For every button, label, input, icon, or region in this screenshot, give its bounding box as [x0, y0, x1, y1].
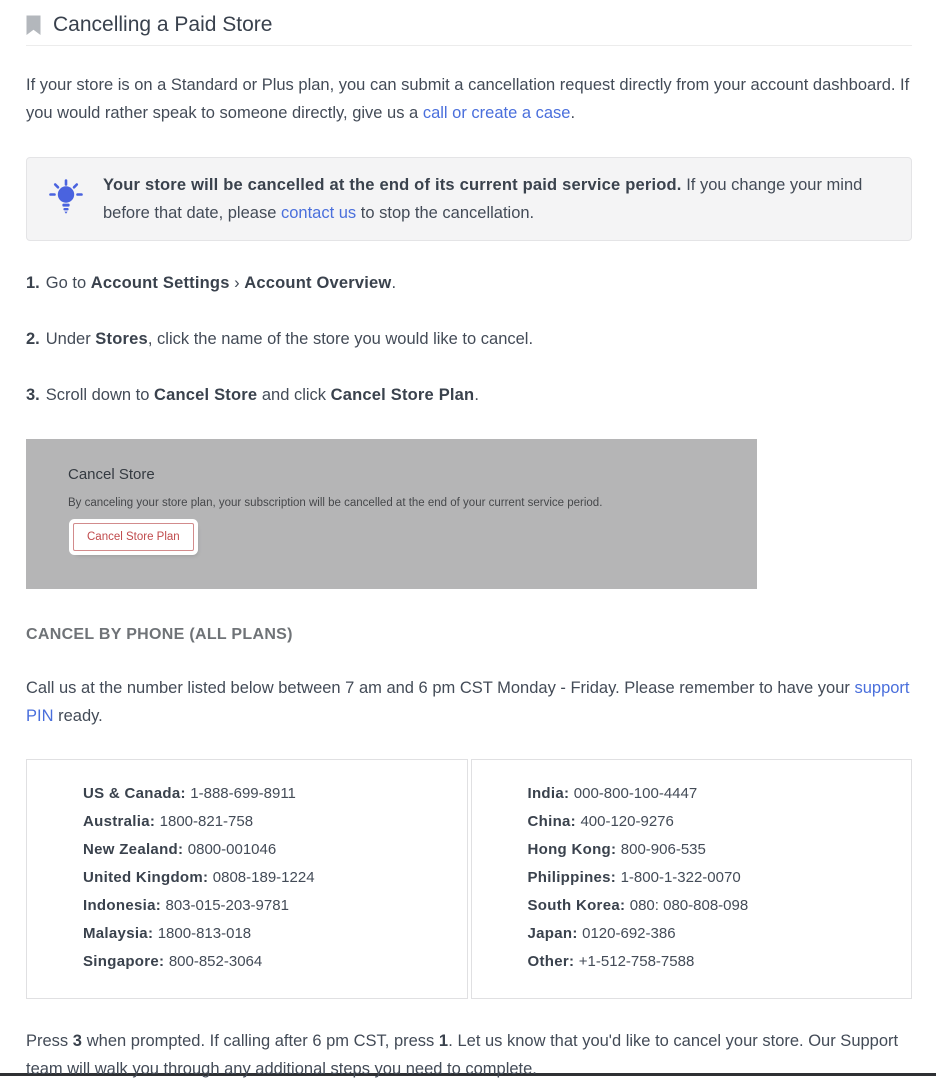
- lightbulb-icon: [49, 179, 83, 220]
- phone-number: 800-852-3064: [168, 953, 263, 970]
- text: .: [391, 274, 397, 292]
- title-divider: [26, 45, 912, 46]
- phone-country-label: United Kingdom:: [83, 869, 213, 886]
- bold-text: Account Overview: [244, 274, 392, 292]
- cancel-store-screenshot: [26, 439, 757, 589]
- text: Call us at the number listed below between 7 am and 6 pm CST Monday - Friday. Please remember to have your: [26, 679, 855, 697]
- phone-entry: [83, 864, 457, 892]
- bold-text: Stores: [95, 330, 148, 348]
- phone-entry: [83, 836, 457, 864]
- phone-entry: [528, 948, 902, 976]
- phone-country-label: India:: [527, 785, 574, 802]
- cancel-store-plan-button[interactable]: Cancel Store Plan: [73, 523, 194, 551]
- phone-number: 000-800-100-4447: [573, 785, 698, 802]
- step-2: [26, 325, 912, 353]
- text: ready.: [53, 707, 103, 725]
- phone-entry: [528, 920, 902, 948]
- phone-country-label: Other:: [527, 953, 579, 970]
- text: Press: [26, 1032, 73, 1050]
- screenshot-description: By canceling your store plan, your subscription will be cancelled at the end of your current service period.: [68, 497, 603, 509]
- phone-country-label: Hong Kong:: [527, 841, 621, 858]
- phone-number: +1-512-758-7588: [578, 953, 695, 970]
- cancel-by-phone-heading: CANCEL BY PHONE (ALL PLANS): [26, 626, 293, 643]
- phone-intro-paragraph: [26, 674, 912, 730]
- text: , click the name of the store you would like to cancel.: [147, 330, 534, 348]
- text: Scroll down to: [45, 386, 154, 404]
- phone-entry: [83, 780, 457, 808]
- phone-number: 400-120-9276: [580, 813, 674, 830]
- phone-number: 1800-813-018: [157, 925, 252, 942]
- phone-table-left-column: [26, 759, 468, 999]
- bold-text: 1: [438, 1032, 449, 1050]
- phone-country-label: Philippines:: [527, 869, 621, 886]
- phone-country-label: Malaysia:: [83, 925, 158, 942]
- text-link[interactable]: support PIN: [26, 679, 910, 725]
- article-header: [26, 8, 912, 42]
- phone-number: 803-015-203-9781: [165, 897, 289, 914]
- text: Go to: [45, 274, 91, 292]
- step-3: [26, 381, 912, 409]
- phone-country-label: China:: [527, 813, 581, 830]
- text: If your store is on a Standard or Plus plan, you can submit a cancellation request directly from your account dashboard. If you would rather speak to someone directly, give us a: [26, 76, 910, 122]
- phone-numbers-table: [26, 759, 912, 999]
- text: ›: [229, 274, 245, 292]
- phone-entry: [528, 808, 902, 836]
- phone-entry: [83, 892, 457, 920]
- phone-entry: [528, 864, 902, 892]
- bold-text: Cancel Store: [153, 386, 258, 404]
- phone-number: 080: 080-808-098: [629, 897, 749, 914]
- text: and click: [257, 386, 331, 404]
- step-text: [46, 330, 533, 348]
- step-text: [46, 386, 479, 404]
- phone-country-label: Japan:: [527, 925, 583, 942]
- phone-number: 0808-189-1224: [212, 869, 315, 886]
- phone-entry: [528, 780, 902, 808]
- phone-entry: [528, 836, 902, 864]
- phone-table-right-column: [471, 759, 913, 999]
- text-link[interactable]: call or create a case: [422, 104, 571, 122]
- step-number: 3.: [26, 386, 40, 404]
- phone-country-label: Australia:: [83, 813, 160, 830]
- phone-number: 1800-821-758: [159, 813, 254, 830]
- phone-country-label: US & Canada:: [83, 785, 191, 802]
- text: when prompted. If calling after 6 pm CST, press: [82, 1032, 439, 1050]
- phone-number: 1-888-699-8911: [190, 785, 296, 802]
- outro-paragraph: [26, 1027, 912, 1083]
- phone-entry: [83, 920, 457, 948]
- phone-country-label: Singapore:: [83, 953, 169, 970]
- step-number: 2.: [26, 330, 40, 348]
- intro-paragraph: [26, 71, 912, 127]
- tip-callout: [26, 157, 912, 241]
- bold-text: Cancel Store Plan: [330, 386, 475, 404]
- phone-number: 0800-001046: [187, 841, 277, 858]
- phone-entry: [83, 808, 457, 836]
- phone-number: 1-800-1-322-0070: [620, 869, 741, 886]
- phone-country-label: New Zealand:: [83, 841, 188, 858]
- text: Under: [45, 330, 96, 348]
- tip-text: [103, 171, 891, 227]
- phone-entry: [83, 948, 457, 976]
- text: to stop the cancellation.: [356, 204, 535, 222]
- step-1: [26, 269, 912, 297]
- phone-entry: [528, 892, 902, 920]
- step-number: 1.: [26, 274, 40, 292]
- screenshot-heading: Cancel Store: [68, 466, 155, 483]
- text: If you change your mind before that date, please: [103, 176, 863, 222]
- page-title: Cancelling a Paid Store: [53, 13, 273, 36]
- text: . Let us know that you'd like to cancel your store. Our Support team will walk you through any additional steps you need to complete.: [26, 1032, 899, 1078]
- text: .: [570, 104, 576, 122]
- text: .: [474, 386, 479, 404]
- bold-text: Your store will be cancelled at the end of its current paid service period.: [103, 176, 682, 194]
- phone-country-label: South Korea:: [527, 897, 630, 914]
- phone-number: 0120-692-386: [582, 925, 676, 942]
- bold-text: 3: [72, 1032, 83, 1050]
- phone-number: 800-906-535: [620, 841, 706, 858]
- phone-country-label: Indonesia:: [83, 897, 166, 914]
- text-link[interactable]: contact us: [280, 204, 357, 222]
- bold-text: Account Settings: [90, 274, 230, 292]
- step-text: [46, 274, 396, 292]
- bookmark-icon: [26, 15, 41, 36]
